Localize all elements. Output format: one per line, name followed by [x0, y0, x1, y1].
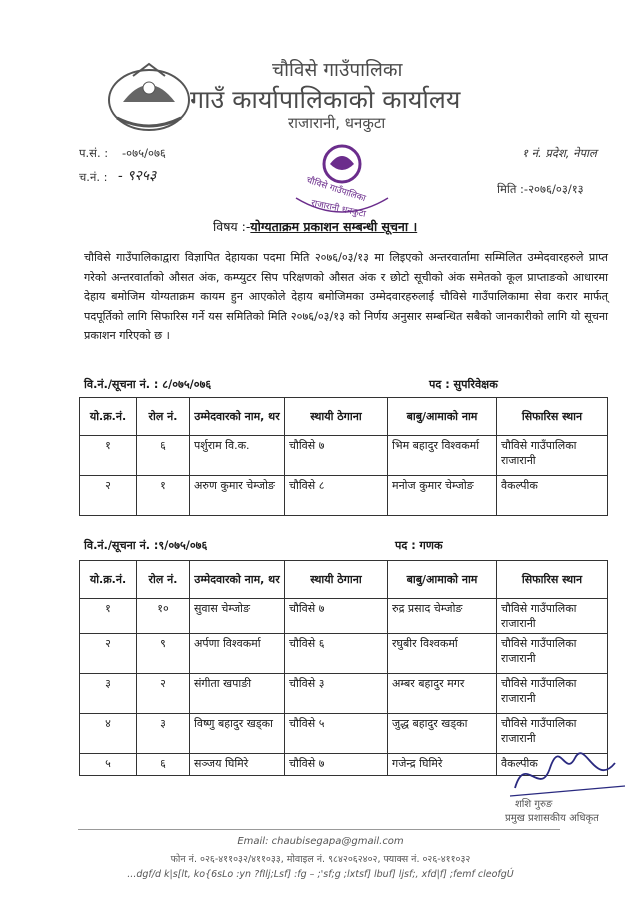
cell: चौविसे गाउँपालिका राजारानी	[497, 436, 608, 476]
cell: सञ्जय घिमिरे	[190, 754, 285, 776]
ps-label: प.सं. :	[79, 146, 109, 160]
cell: ५	[80, 754, 137, 776]
cell: संगीता खपाङी	[190, 674, 285, 714]
cell: ३	[137, 714, 190, 754]
cell: चौविसे ७	[285, 599, 388, 634]
cell: चौविसे ७	[285, 436, 388, 476]
office-name: गाउँ कार्यापालिकाको कार्यालय	[190, 85, 461, 114]
municipality-name: चौविसे गाउँपालिका	[272, 59, 403, 81]
col-address: स्थायी ठेगाना	[285, 398, 388, 436]
cell: रुद्र प्रसाद चेम्जोङ	[388, 599, 497, 634]
subject-prefix: विषय :-	[213, 219, 251, 234]
cell: १०	[137, 599, 190, 634]
office-address: राजारानी, धनकुटा	[288, 114, 386, 132]
table-row	[80, 476, 608, 516]
cell: १	[80, 599, 137, 634]
cell: १	[80, 436, 137, 476]
cell: जुद्ध बहादुर खड्का	[388, 714, 497, 754]
footer-contact: फोन नं. ०२६-४११०३२/४११०३३, मोवाइल नं. ९८४२०६२४०२, फ्याक्स नं. ०२६-४११०३२	[170, 854, 471, 865]
cell: ३	[80, 674, 137, 714]
cell: सुवास चेम्जोङ	[190, 599, 285, 634]
footer-email: Email: chaubisegapa@gmail.com	[237, 836, 404, 847]
province: १ नं. प्रदेश, नेपाल	[522, 146, 597, 160]
cell: अर्पणा विश्वकर्मा	[190, 634, 285, 674]
col-recommendation: सिफारिस स्थान	[497, 561, 608, 599]
cell: चौविसे गाउँपालिका राजारानी	[497, 674, 608, 714]
notice-body: चौविसे गाउँपालिकाद्वारा विज्ञापित देहायका पदमा मिति २०७६/०३/१३ मा लिइएको अन्तरवार्तामा सम्मिलित उम्मेदवारहरुले प्राप्त गरेको अन्तरवार्ताको औसत अंक, कम्प्युटर सिप परिक्षणको औसत अंक र छोटो सूचीको अंक समेतको कूल प्राप्ताङको आधारमा देहाय बमोजिम योग्यताक्रम कायम हुन आएकोले देहाय बमोजिमका उम्मेदवारहरुलाई चौविसे गाउँपालिकामा सेवा करार मार्फत् पदपूर्तिको लागि सिफारिस गर्ने यस समितिको मिति २०७६/०३/१३ को निर्णय अनुसार सम्बन्धित सबैको जानकारीको लागि यो सूचना प्रकाशन गरिएको छ ।	[84, 251, 608, 343]
cell: चौविसे गाउँपालिका राजारानी	[497, 599, 608, 634]
table-row	[80, 674, 608, 714]
cn-label: च.नं. :	[79, 170, 108, 184]
col-roll: रोल नं.	[137, 398, 190, 436]
cell: चौविसे ६	[285, 634, 388, 674]
candidate-table-2	[79, 560, 608, 776]
col-name: उम्मेदवारको नाम, थर	[190, 398, 285, 436]
table-row	[80, 599, 608, 634]
signatory-title: प्रमुख प्रशासकीय अधिकृत	[505, 813, 599, 824]
cell: मनोज कुमार चेम्जोङ	[388, 476, 497, 516]
col-recommendation: सिफारिस स्थान	[497, 398, 608, 436]
cell: भिम बहादुर विश्वकर्मा	[388, 436, 497, 476]
cell: वैकल्पीक	[497, 754, 608, 776]
subject	[213, 218, 417, 235]
cell: ४	[80, 714, 137, 754]
cell: चौविसे ३	[285, 674, 388, 714]
subject-text: योग्यताक्रम प्रकाशन सम्बन्धी सूचना ।	[250, 219, 418, 234]
cell: ६	[137, 436, 190, 476]
col-serial: यो.क्र.नं.	[80, 398, 137, 436]
notice1-post: पद : सुपरिवेक्षक	[429, 378, 498, 391]
candidate-table-1	[79, 397, 608, 516]
cell: चौविसे गाउँपालिका राजारानी	[497, 714, 608, 754]
cell: वैकल्पीक	[497, 476, 608, 516]
stamp-text-2: राजारानी धनकुटा	[310, 198, 367, 220]
government-emblem-icon	[103, 58, 195, 136]
cell: ६	[137, 754, 190, 776]
cell: गजेन्द्र घिमिरे	[388, 754, 497, 776]
col-roll: रोल नं.	[137, 561, 190, 599]
cell: २	[80, 476, 137, 516]
cn-value: - ९२५३	[118, 168, 157, 184]
cell: ९	[137, 634, 190, 674]
stamp-text-1: चौविसे गाउँपालिका	[304, 175, 367, 205]
cell: चौविसे गाउँपालिका राजारानी	[497, 634, 608, 674]
table-row	[80, 436, 608, 476]
signatory-name: शशि गुरुङ	[515, 799, 553, 810]
notice1-number: वि.नं./सूचना नं. : ८/०७५/०७६	[84, 378, 212, 391]
cell: पर्शुराम वि.क.	[190, 436, 285, 476]
cell: अम्बर बहादुर मगर	[388, 674, 497, 714]
col-parent: बाबु/आमाको नाम	[388, 561, 497, 599]
cell: विष्णु बहादुर खड्का	[190, 714, 285, 754]
ps-value: -०७५/०७६	[122, 146, 166, 160]
cell: १	[137, 476, 190, 516]
cell: रघुबीर विश्वकर्मा	[388, 634, 497, 674]
notice2-number: वि.नं./सूचना नं. :९/०७५/०७६	[84, 539, 208, 552]
col-name: उम्मेदवारको नाम, थर	[190, 561, 285, 599]
notice2-post: पद : गणक	[395, 539, 443, 552]
cell: चौविसे ८	[285, 476, 388, 516]
cell: २	[80, 634, 137, 674]
footer-divider	[78, 829, 560, 830]
cell: चौविसे ५	[285, 714, 388, 754]
cell: चौविसे ७	[285, 754, 388, 776]
col-address: स्थायी ठेगाना	[285, 561, 388, 599]
document-date: मिति :-२०७६/०३/१३	[497, 182, 584, 196]
col-parent: बाबु/आमाको नाम	[388, 398, 497, 436]
footer-slogan: ...dgf/d k|s[lt, ko{6sLo :yn ?fIlj;Lsf] :fg – ;'sf;g ;lxtsf] lbuf] ljsf;, xfd|f] ;femf cleofgÚ	[127, 869, 514, 880]
col-serial: यो.क्र.नं.	[80, 561, 137, 599]
cell: २	[137, 674, 190, 714]
cell: अरुण कुमार चेम्जोङ	[190, 476, 285, 516]
table-row	[80, 634, 608, 674]
